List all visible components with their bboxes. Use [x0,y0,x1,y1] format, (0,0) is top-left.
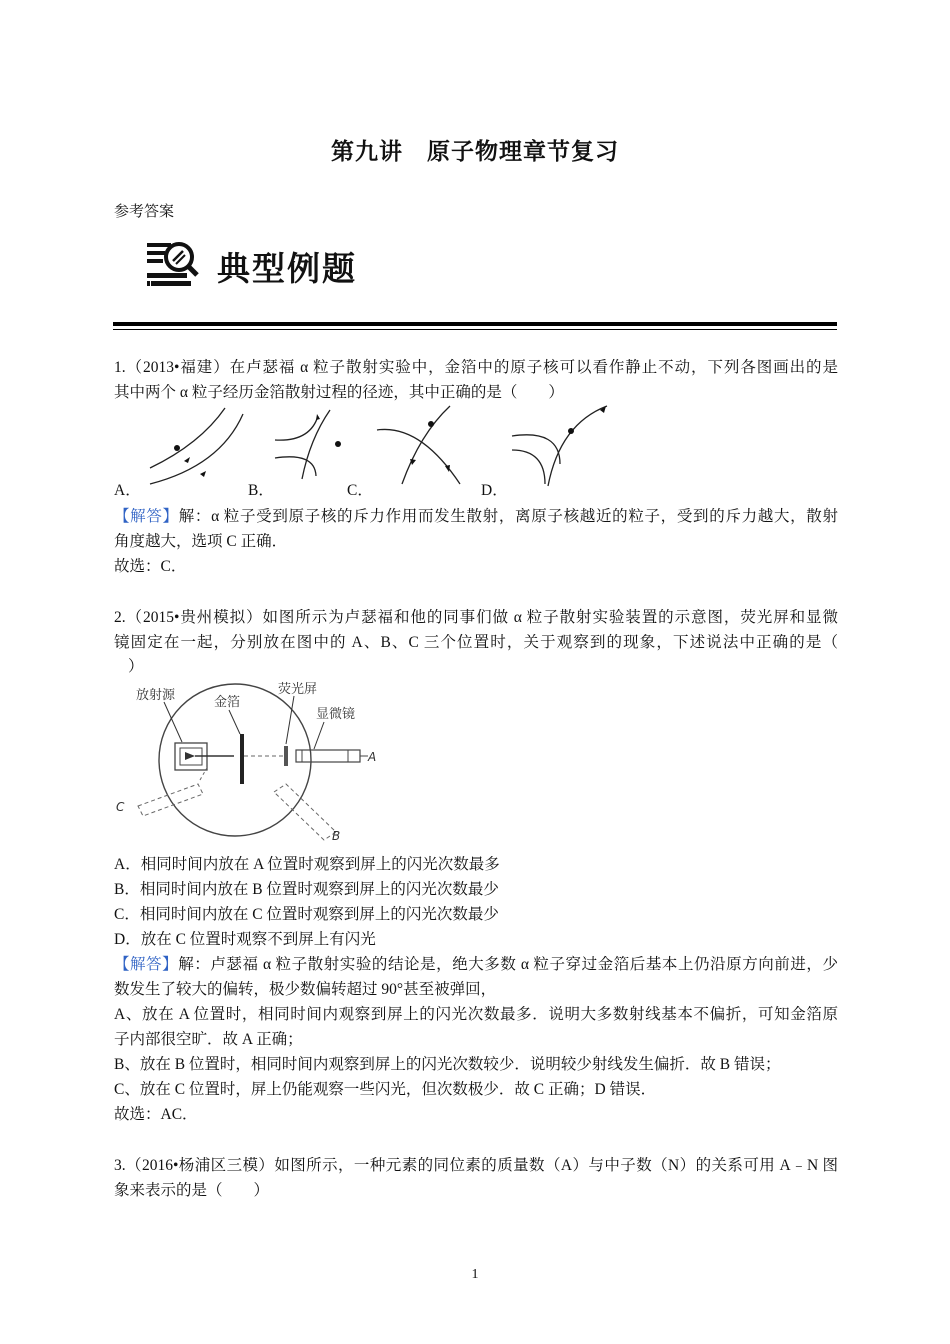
section-title: 典型例题 [217,249,357,288]
reference-answer-label: 参考答案 [114,204,175,220]
q1-answer-line2: 角度越大，选项 C 正确． [114,533,288,550]
q1-option-b: B． [248,482,274,499]
q1-figure-d [512,406,607,486]
q2-option-c: C．相同时间内放在 C 位置时观察到屏上的闪光次数最少 [114,906,499,923]
q2-answer-line2: 数发生了较大的偏转，极少数偏转超过 90°甚至被弹回， [114,981,497,998]
q1-figure-c [377,406,460,484]
q2-answer-line1: 【解答】解：卢瑟福 α 粒子散射实验的结论是，绝大多数 α 粒子穿过金箔后基本上仍沿原方向前进，少 [114,956,838,973]
q2-answer-line4: 子内部很空旷．故 A 正确； [114,1031,303,1048]
q2-option-b: B．相同时间内放在 B 位置时观察到屏上的闪光次数最少 [114,881,499,898]
q2-option-a: A．相同时间内放在 A 位置时观察到屏上的闪光次数最多 [114,856,500,873]
q2-answer-line6: C、放在 C 位置时，屏上仍能观察一些闪光，但次数极少．故 C 正确；D 错误． [114,1081,657,1098]
q2-answer-line3: A、放在 A 位置时，相同时间内观察到屏上的闪光次数最多．说明大多数射线基本不偏折，可知金箔原 [114,1006,838,1023]
label-b: B [332,829,341,843]
label-microscope: 显微镜 [316,707,356,722]
magnifier-books-icon [145,237,205,291]
q2-apparatus-diagram [112,680,392,848]
label-foil: 金箔 [214,695,241,710]
page-number: 1 [471,1267,479,1282]
q1-trajectory-figures [140,404,630,492]
label-source: 放射源 [136,688,176,703]
label-c: C [116,800,125,814]
section-header [145,237,465,293]
q3-stem-line1: 3.（2016•杨浦区三模）如图所示，一种元素的同位素的质量数（A）与中子数（N）的关系可用 A﹣N 图 [114,1157,838,1174]
q2-stem-line3: ） [128,658,144,675]
q1-option-d: D． [481,482,508,499]
page-title: 第九讲 原子物理章节复习 [331,139,619,165]
q1-conclusion: 故选：C． [114,558,187,575]
label-a: A [368,750,377,764]
label-screen: 荧光屏 [278,682,318,697]
q1-option-a: A． [114,482,141,499]
section-divider-thin [113,329,837,330]
q2-option-d: D．放在 C 位置时观察不到屏上有闪光 [114,931,376,948]
q2-answer-line5: B、放在 B 位置时，相同时间内观察到屏上的闪光次数较少．说明较少射线发生偏折．故 B 错误； [114,1056,781,1073]
q1-stem-line1: 1.（2013•福建）在卢瑟福 α 粒子散射实验中，金箔中的原子核可以看作静止不动，下列各图画出的是 [114,359,838,376]
q1-option-c: C． [347,482,373,499]
q1-figure-b [275,410,341,479]
q3-stem-line2: 象来表示的是（ ） [114,1182,270,1199]
q2-conclusion: 故选：AC． [114,1106,198,1123]
answer-tag: 【解答】 [114,956,179,973]
q2-stem-line1: 2.（2015•贵州模拟）如图所示为卢瑟福和他的同事们做 α 粒子散射实验装置的示意图，荧光屏和显微 [114,609,838,626]
q1-figure-a [150,408,243,484]
q2-stem-line2: 镜固定在一起，分别放在图中的 A、B、C 三个位置时，关于观察到的现象，下述说法中正确的是（ [114,634,838,651]
q1-stem-line2: 其中两个 α 粒子经历金箔散射过程的径迹，其中正确的是（ ） [114,384,564,401]
answer-tag: 【解答】 [114,508,179,525]
q1-answer-line1: 【解答】解：α 粒子受到原子核的斥力作用而发生散射，离原子核越近的粒子，受到的斥力越大，散射 [114,508,838,525]
section-divider [113,322,837,326]
